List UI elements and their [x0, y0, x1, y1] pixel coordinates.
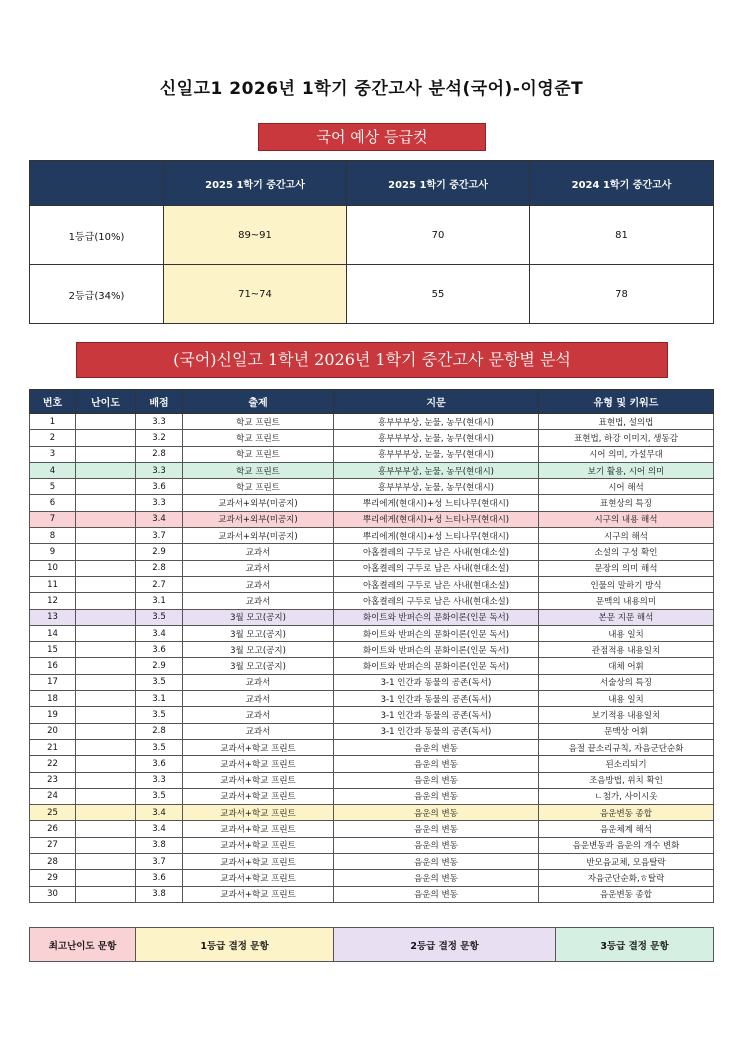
item-analysis-table	[29, 389, 714, 903]
item-number: 2	[30, 430, 76, 446]
item-keyword: 문맥상 어휘	[539, 723, 714, 739]
item-source: 학교 프린트	[183, 414, 334, 430]
item-row	[30, 576, 714, 592]
item-source: 교과서+외부(미공지)	[183, 528, 334, 544]
item-keyword: 음운변동과 음운의 개수 변화	[539, 837, 714, 853]
item-keyword: 관점적용 내용일치	[539, 642, 714, 658]
grade-cut-banner: 국어 예상 등급컷	[258, 123, 486, 151]
item-difficulty	[76, 723, 136, 739]
item-difficulty	[76, 674, 136, 690]
item-passage: 음운의 변동	[334, 756, 539, 772]
item-number: 8	[30, 528, 76, 544]
item-difficulty	[76, 821, 136, 837]
item-number: 6	[30, 495, 76, 511]
item-source: 교과서	[183, 560, 334, 576]
item-source: 3월 모고(공지)	[183, 642, 334, 658]
item-passage: 아홉켤레의 구두로 남은 사내(현대소설)	[334, 560, 539, 576]
item-source: 교과서	[183, 674, 334, 690]
item-passage: 음운의 변동	[334, 805, 539, 821]
item-score: 3.1	[136, 593, 183, 609]
item-keyword: 보기적용 내용일치	[539, 707, 714, 723]
item-passage: 음운의 변동	[334, 772, 539, 788]
item-number: 15	[30, 642, 76, 658]
item-source: 교과서	[183, 593, 334, 609]
item-keyword: 자음군단순화,ㅎ탈락	[539, 870, 714, 886]
item-score: 3.6	[136, 756, 183, 772]
item-passage: 음운의 변동	[334, 739, 539, 755]
item-score: 3.6	[136, 870, 183, 886]
item-row	[30, 544, 714, 560]
header-source: 출제	[183, 390, 334, 414]
item-keyword: 시어 해석	[539, 479, 714, 495]
item-keyword: 문장의 의미 해석	[539, 560, 714, 576]
item-score: 3.4	[136, 511, 183, 527]
item-passage: 아홉켤레의 구두로 남은 사내(현대소설)	[334, 593, 539, 609]
item-row	[30, 609, 714, 625]
item-difficulty	[76, 707, 136, 723]
item-difficulty	[76, 462, 136, 478]
item-source: 교과서+학교 프린트	[183, 788, 334, 804]
item-keyword: 시구의 내용 해석	[539, 511, 714, 527]
item-source: 교과서+학교 프린트	[183, 854, 334, 870]
item-number: 4	[30, 462, 76, 478]
item-row	[30, 642, 714, 658]
item-source: 학교 프린트	[183, 479, 334, 495]
grade-cut-header-blank	[30, 161, 164, 206]
item-source: 교과서+학교 프린트	[183, 772, 334, 788]
grade-cut-value: 89~91	[164, 206, 347, 265]
item-passage: 3-1 인간과 동물의 공존(독서)	[334, 691, 539, 707]
item-number: 10	[30, 560, 76, 576]
item-passage: 3-1 인간과 동물의 공존(독서)	[334, 723, 539, 739]
item-difficulty	[76, 544, 136, 560]
item-difficulty	[76, 625, 136, 641]
item-score: 2.8	[136, 560, 183, 576]
item-passage: 뿌리에게(현대시)+성 느티나무(현대시)	[334, 528, 539, 544]
item-score: 2.8	[136, 723, 183, 739]
header-keyword: 유형 및 키워드	[539, 390, 714, 414]
item-keyword: 내용 일치	[539, 691, 714, 707]
item-keyword: 반모음교체, 모음탈락	[539, 854, 714, 870]
item-passage: 음운의 변동	[334, 854, 539, 870]
grade-cut-value: 81	[530, 206, 714, 265]
item-score: 3.5	[136, 707, 183, 723]
item-score: 3.4	[136, 805, 183, 821]
item-row	[30, 462, 714, 478]
item-score: 3.8	[136, 886, 183, 902]
item-number: 20	[30, 723, 76, 739]
grade-cut-header-col2: 2025 1학기 중간고사	[347, 161, 530, 206]
header-number: 번호	[30, 390, 76, 414]
item-number: 24	[30, 788, 76, 804]
item-row	[30, 430, 714, 446]
item-number: 18	[30, 691, 76, 707]
item-passage: 음운의 변동	[334, 821, 539, 837]
item-number: 14	[30, 625, 76, 641]
item-number: 12	[30, 593, 76, 609]
item-source: 교과서+학교 프린트	[183, 821, 334, 837]
item-number: 7	[30, 511, 76, 527]
item-number: 30	[30, 886, 76, 902]
grade-cut-value: 55	[347, 265, 530, 324]
item-difficulty	[76, 479, 136, 495]
item-difficulty	[76, 446, 136, 462]
item-difficulty	[76, 495, 136, 511]
item-source: 교과서+학교 프린트	[183, 739, 334, 755]
item-passage: 음운의 변동	[334, 837, 539, 853]
legend-table	[29, 927, 714, 962]
legend-grade3: 3등급 결정 문항	[556, 928, 714, 962]
item-difficulty	[76, 642, 136, 658]
item-row	[30, 625, 714, 641]
legend-grade2: 2등급 결정 문항	[334, 928, 556, 962]
item-keyword: 보기 활용, 시어 의미	[539, 462, 714, 478]
grade-cut-value: 78	[530, 265, 714, 324]
item-number: 28	[30, 854, 76, 870]
item-source: 학교 프린트	[183, 446, 334, 462]
grade-label: 1등급(10%)	[30, 206, 164, 265]
item-difficulty	[76, 788, 136, 804]
item-passage: 3-1 인간과 동물의 공존(독서)	[334, 707, 539, 723]
item-difficulty	[76, 739, 136, 755]
item-passage: 아홉켤레의 구두로 남은 사내(현대소설)	[334, 544, 539, 560]
grade-cut-header-col1: 2025 1학기 중간고사	[164, 161, 347, 206]
item-passage: 흥부부부상, 눈물, 농무(현대시)	[334, 446, 539, 462]
header-passage: 지문	[334, 390, 539, 414]
item-number: 26	[30, 821, 76, 837]
item-score: 2.9	[136, 658, 183, 674]
item-row	[30, 854, 714, 870]
item-keyword: 시구의 해석	[539, 528, 714, 544]
item-difficulty	[76, 854, 136, 870]
item-source: 3월 모고(공지)	[183, 625, 334, 641]
item-source: 교과서	[183, 723, 334, 739]
item-difficulty	[76, 870, 136, 886]
item-keyword: 소설의 구성 확인	[539, 544, 714, 560]
item-difficulty	[76, 609, 136, 625]
item-score: 3.5	[136, 788, 183, 804]
item-passage: 화이트와 반퍼슨의 문화이론(인문 독서)	[334, 609, 539, 625]
item-passage: 흥부부부상, 눈물, 농무(현대시)	[334, 414, 539, 430]
item-score: 3.8	[136, 837, 183, 853]
item-difficulty	[76, 528, 136, 544]
item-number: 23	[30, 772, 76, 788]
item-row	[30, 723, 714, 739]
item-number: 25	[30, 805, 76, 821]
legend-row	[30, 928, 714, 962]
grade-cut-value: 71~74	[164, 265, 347, 324]
item-row	[30, 674, 714, 690]
item-row	[30, 495, 714, 511]
grade-cut-header-row	[30, 161, 714, 206]
item-difficulty	[76, 576, 136, 592]
item-passage: 3-1 인간과 동물의 공존(독서)	[334, 674, 539, 690]
item-passage: 음운의 변동	[334, 788, 539, 804]
legend-grade1: 1등급 결정 문항	[136, 928, 334, 962]
item-number: 19	[30, 707, 76, 723]
item-score: 3.7	[136, 854, 183, 870]
item-number: 3	[30, 446, 76, 462]
item-difficulty	[76, 837, 136, 853]
item-score: 3.4	[136, 821, 183, 837]
item-source: 3월 모고(공지)	[183, 658, 334, 674]
legend-hardest: 최고난이도 문항	[30, 928, 136, 962]
item-source: 교과서	[183, 576, 334, 592]
item-analysis-banner: (국어)신일고 1학년 2026년 1학기 중간고사 문항별 분석	[76, 342, 668, 378]
item-keyword: 음운체계 해석	[539, 821, 714, 837]
item-keyword: 표현법, 설의법	[539, 414, 714, 430]
item-source: 교과서+학교 프린트	[183, 837, 334, 853]
item-difficulty	[76, 560, 136, 576]
item-keyword: 대체 어휘	[539, 658, 714, 674]
item-number: 9	[30, 544, 76, 560]
item-row	[30, 479, 714, 495]
item-passage: 흥부부부상, 눈물, 농무(현대시)	[334, 479, 539, 495]
item-keyword: 본문 지문 해석	[539, 609, 714, 625]
item-keyword: 표현법, 하강 이미지, 생동감	[539, 430, 714, 446]
item-difficulty	[76, 414, 136, 430]
item-row	[30, 788, 714, 804]
item-keyword: 문맥의 내용의미	[539, 593, 714, 609]
item-passage: 아홉켤레의 구두로 남은 사내(현대소설)	[334, 576, 539, 592]
item-source: 학교 프린트	[183, 462, 334, 478]
item-keyword: 서술상의 특징	[539, 674, 714, 690]
item-number: 13	[30, 609, 76, 625]
item-score: 2.7	[136, 576, 183, 592]
item-number: 1	[30, 414, 76, 430]
grade-cut-value: 70	[347, 206, 530, 265]
item-score: 3.6	[136, 479, 183, 495]
item-row	[30, 691, 714, 707]
item-row	[30, 414, 714, 430]
item-difficulty	[76, 772, 136, 788]
item-number: 27	[30, 837, 76, 853]
item-row	[30, 870, 714, 886]
item-source: 교과서+학교 프린트	[183, 886, 334, 902]
grade-cut-row	[30, 265, 714, 324]
item-passage: 화이트와 반퍼슨의 문화이론(인문 독서)	[334, 658, 539, 674]
grade-cut-row	[30, 206, 714, 265]
item-passage: 화이트와 반퍼슨의 문화이론(인문 독서)	[334, 625, 539, 641]
item-keyword: 인물의 말하기 방식	[539, 576, 714, 592]
item-row	[30, 560, 714, 576]
item-keyword: 내용 일치	[539, 625, 714, 641]
item-difficulty	[76, 511, 136, 527]
grade-label: 2등급(34%)	[30, 265, 164, 324]
item-score: 3.1	[136, 691, 183, 707]
item-difficulty	[76, 805, 136, 821]
item-score: 2.9	[136, 544, 183, 560]
item-number: 29	[30, 870, 76, 886]
item-source: 학교 프린트	[183, 430, 334, 446]
item-row	[30, 707, 714, 723]
item-number: 21	[30, 739, 76, 755]
item-source: 교과서+학교 프린트	[183, 870, 334, 886]
item-keyword: 음운변동 종합	[539, 886, 714, 902]
item-row	[30, 739, 714, 755]
item-number: 11	[30, 576, 76, 592]
item-number: 22	[30, 756, 76, 772]
page-title: 신일고1 2026년 1학기 중간고사 분석(국어)-이영준T	[159, 79, 584, 99]
item-row	[30, 658, 714, 674]
item-keyword: 음운변동 종합	[539, 805, 714, 821]
item-score: 3.5	[136, 609, 183, 625]
item-difficulty	[76, 430, 136, 446]
item-difficulty	[76, 756, 136, 772]
item-difficulty	[76, 886, 136, 902]
item-score: 3.2	[136, 430, 183, 446]
item-score: 3.3	[136, 462, 183, 478]
item-row	[30, 886, 714, 902]
item-row	[30, 821, 714, 837]
grade-cut-header-col3: 2024 1학기 중간고사	[530, 161, 714, 206]
item-header-row	[30, 390, 714, 414]
item-source: 교과서+외부(미공지)	[183, 511, 334, 527]
header-difficulty: 난이도	[76, 390, 136, 414]
item-source: 교과서	[183, 691, 334, 707]
item-keyword: 시어 의미, 가설무대	[539, 446, 714, 462]
item-keyword: 표현상의 특징	[539, 495, 714, 511]
item-row	[30, 511, 714, 527]
item-row	[30, 593, 714, 609]
item-rows	[30, 414, 714, 903]
item-passage: 뿌리에게(현대시)+성 느티나무(현대시)	[334, 511, 539, 527]
item-keyword: 된소리되기	[539, 756, 714, 772]
item-score: 3.5	[136, 739, 183, 755]
item-passage: 음운의 변동	[334, 886, 539, 902]
item-row	[30, 756, 714, 772]
item-source: 교과서	[183, 707, 334, 723]
item-source: 교과서	[183, 544, 334, 560]
item-keyword: 조음방법, 위치 확인	[539, 772, 714, 788]
item-score: 3.3	[136, 414, 183, 430]
item-score: 3.7	[136, 528, 183, 544]
item-score: 2.8	[136, 446, 183, 462]
item-score: 3.3	[136, 495, 183, 511]
item-row	[30, 837, 714, 853]
grade-cut-table	[29, 160, 714, 324]
item-score: 3.5	[136, 674, 183, 690]
item-row	[30, 805, 714, 821]
item-difficulty	[76, 658, 136, 674]
item-source: 교과서+학교 프린트	[183, 805, 334, 821]
header-score: 배점	[136, 390, 183, 414]
item-passage: 뿌리에게(현대시)+성 느티나무(현대시)	[334, 495, 539, 511]
item-row	[30, 446, 714, 462]
item-passage: 흥부부부상, 눈물, 농무(현대시)	[334, 462, 539, 478]
item-row	[30, 528, 714, 544]
item-keyword: 음절 끝소리규칙, 자음군단순화	[539, 739, 714, 755]
item-keyword: ㄴ첨가, 사이시옷	[539, 788, 714, 804]
item-passage: 음운의 변동	[334, 870, 539, 886]
item-passage: 화이트와 반퍼슨의 문화이론(인문 독서)	[334, 642, 539, 658]
item-score: 3.4	[136, 625, 183, 641]
item-source: 교과서+외부(미공지)	[183, 495, 334, 511]
item-score: 3.6	[136, 642, 183, 658]
item-score: 3.3	[136, 772, 183, 788]
item-passage: 흥부부부상, 눈물, 농무(현대시)	[334, 430, 539, 446]
item-source: 교과서+학교 프린트	[183, 756, 334, 772]
item-difficulty	[76, 593, 136, 609]
item-difficulty	[76, 691, 136, 707]
item-row	[30, 772, 714, 788]
item-number: 16	[30, 658, 76, 674]
item-source: 3월 모고(공지)	[183, 609, 334, 625]
item-number: 5	[30, 479, 76, 495]
item-number: 17	[30, 674, 76, 690]
